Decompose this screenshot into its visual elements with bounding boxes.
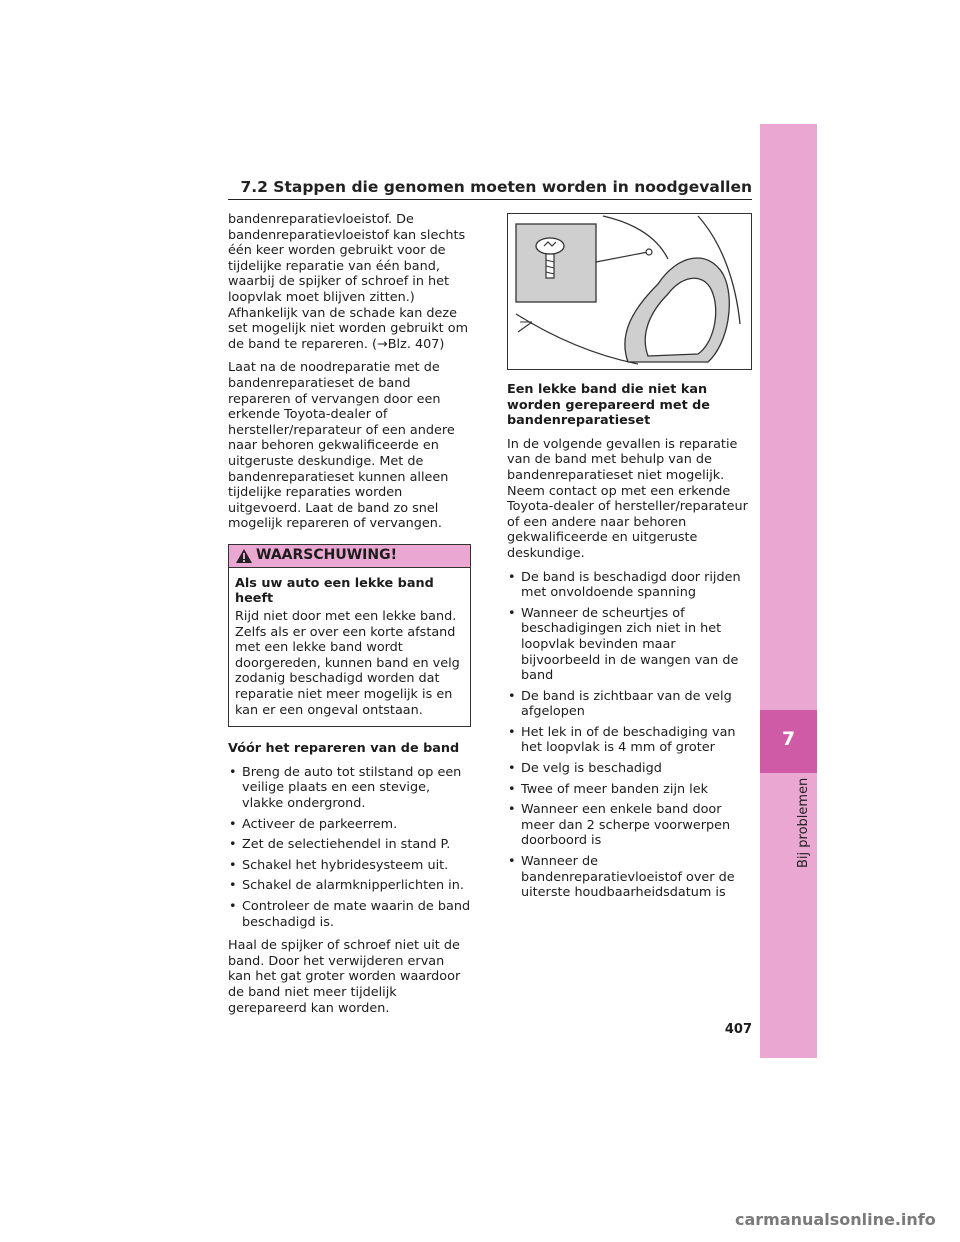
list-item: • Wanneer de scheurtjes of beschadigingen zich niet in het loopvlak bevinden maar bijvoorbeeld in de wangen van de band [507, 606, 752, 684]
list-item: • Schakel het hybridesysteem uit. [228, 858, 471, 874]
tire-illustration [507, 213, 752, 370]
warning-box [228, 544, 471, 727]
header-rule [228, 199, 752, 200]
list-item: • Controleer de mate waarin de band beschadigd is. [228, 899, 471, 930]
section-header: 7.2 Stappen die genomen moeten worden in noodgevallen [240, 178, 752, 196]
warning-icon [235, 548, 253, 564]
tire-screw-illustration [508, 214, 751, 369]
list-item: • Schakel de alarmknipperlichten in. [228, 878, 471, 894]
list-item: • De velg is beschadigd [507, 761, 752, 777]
list-item: • Activeer de parkeerrem. [228, 817, 471, 833]
right-column [507, 382, 752, 909]
bullet-list [507, 570, 752, 901]
warning-subtitle: Als uw auto een lekke band heeft [235, 575, 434, 607]
left-column [228, 212, 471, 1024]
subheading: Een lekke band die niet kan worden gerepareerd met de bandenreparatieset [507, 382, 710, 429]
list-item: • Wanneer de bandenreparatievloeistof over de uiterste houdbaarheidsdatum is [507, 854, 752, 901]
list-item: • Twee of meer banden zijn lek [507, 782, 752, 798]
list-item: • Wanneer een enkele band door meer dan 2 scherpe voorwerpen doorboord is [507, 802, 752, 849]
warning-text: Rijd niet door met een lekke band. Zelfs als er over een korte afstand met een lekke band wordt doorgereden, kunnen band en velg zodanig beschadigd worden dat reparatie niet meer mogelijk is en kan er een ongeval ontstaan. [235, 609, 460, 718]
paragraph: Haal de spijker of schroef niet uit de band. Door het verwijderen ervan kan het gat groter worden waardoor de band niet meer tijdelijk gerepareerd kan worden. [228, 938, 461, 1016]
chapter-tab [760, 124, 817, 1058]
paragraph: bandenreparatievloeistof. De bandenreparatievloeistof kan slechts één keer worden gebruikt voor de tijdelijke reparatie van één band, waarbij de spijker of schroef in het loopvlak moet blijven zitten.) Afhankelijk van de schade kan deze set mogelijk niet worden gebruikt om de band te repareren. (→Blz. 407) [228, 212, 469, 352]
warning-header [229, 545, 470, 568]
paragraph: Laat na de noodreparatie met de bandenreparatieset de band repareren of vervangen door een erkende Toyota-dealer of hersteller/reparateur of een andere naar behoren gekwalificeerde en uitgeruste deskundige. Met de bandenreparatieset kunnen alleen tijdelijke reparaties worden uitgevoerd. Laat de band zo snel mogelijk repareren of vervangen. [228, 360, 455, 532]
watermark: carmanualsonline.info [735, 1210, 936, 1229]
list-item: • De band is zichtbaar van de velg afgelopen [507, 689, 752, 720]
paragraph: In de volgende gevallen is reparatie van de band met behulp van de bandenreparatieset niet mogelijk. Neem contact op met een erkende Toyota-dealer of hersteller/reparateur of een andere naar behoren gekwalificeerde en uitgeruste deskundige. [507, 436, 748, 561]
page-number: 407 [724, 1022, 752, 1037]
list-item: • De band is beschadigd door rijden met onvoldoende spanning [507, 570, 752, 601]
list-item: • Breng de auto tot stilstand op een veilige plaats en een stevige, vlakke ondergrond. [228, 765, 471, 812]
warning-title: WAARSCHUWING! [256, 547, 397, 564]
chapter-number: 7 [781, 728, 796, 750]
list-item: • Zet de selectiehendel in stand P. [228, 837, 471, 853]
subheading: Vóór het repareren van de band [228, 741, 460, 757]
list-item: • Het lek in of de beschadiging van het loopvlak is 4 mm of groter [507, 725, 752, 756]
bullet-list [228, 765, 471, 930]
chapter-label: Bij problemen [796, 777, 811, 868]
